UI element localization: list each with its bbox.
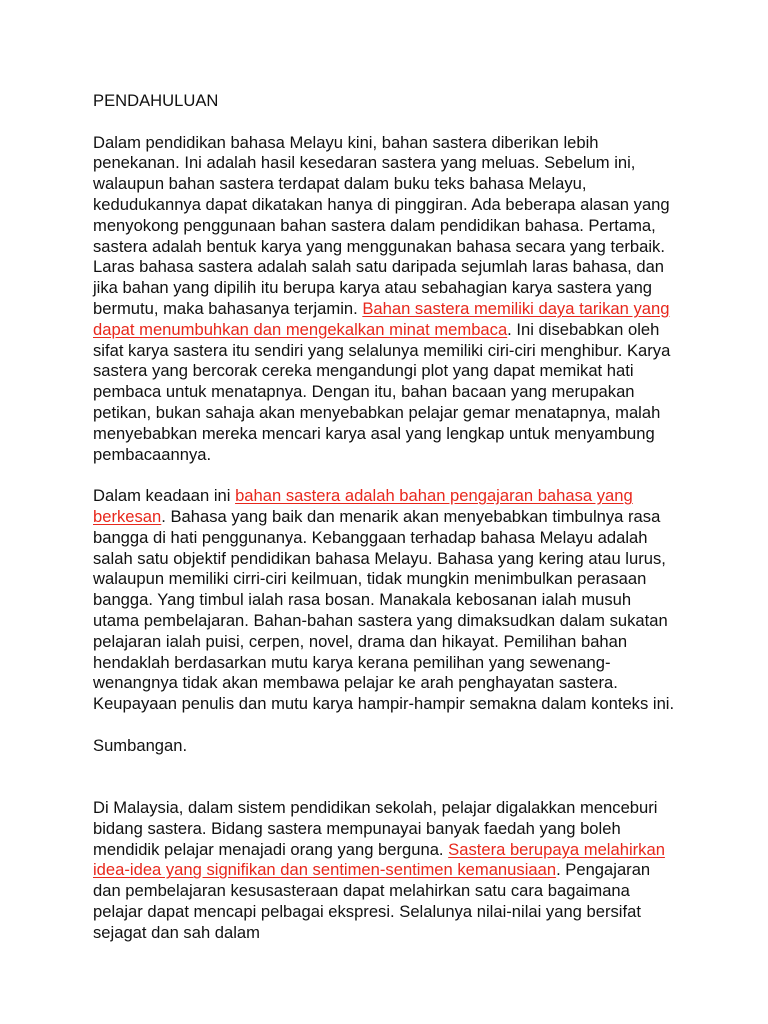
- highlighted-text: Sastera berupaya melahirkan idea-idea yang signifikan dan sentimen-sentimen kemanusiaan: [93, 839, 665, 880]
- paragraph-text: . Pengajaran dan pembelajaran kesusasteraan dapat melahirkan satu cara bagaimana pelajar dapat mencapi pelbagai ekspresi. Selalunya nilai-nilai yang bersifat sejagat dan sah dalam: [93, 860, 651, 942]
- paragraph-text: Dalam pendidikan bahasa Melayu kini, bahan sastera diberikan lebih penekanan. Ini adalah hasil kesedaran sastera yang meluas. Sebelum ini, walaupun bahan sastera terdapat dalam buku teks bahasa Melayu, kedudukannya dapat dikatakan hanya di pinggiran. Ada beberapa alasan yang menyokong penggunaan bahan sastera dalam pendidikan bahasa. Pertama, sastera adalah bentuk karya yang menggunakan bahasa secara yang terbaik. Laras bahasa sastera adalah salah satu daripada sejumlah laras bahasa, dan jika bahan yang dipilih itu berupa karya atau sebahagian karya sastera yang bermutu, maka bahasanya terjamin.: [93, 132, 670, 318]
- highlighted-text: Bahan sastera memiliki daya tarikan yang dapat menumbuhkan dan mengekalkan minat membaca: [93, 298, 670, 339]
- highlighted-text: bahan sastera adalah bahan pengajaran bahasa yang berkesan: [93, 486, 633, 526]
- blank-line: [93, 777, 678, 798]
- document-page: [93, 91, 678, 964]
- section-subheading: Sumbangan.: [93, 735, 188, 755]
- paragraph-text: . Bahasa yang baik dan menarik akan menyebabkan timbulnya rasa bangga di hati penggunanya. Kebanggaan terhadap bahasa Melayu adalah salah satu objektif pendidikan bahasa Melayu. Bahasa yang kering atau lurus, walaupun memiliki cirri-ciri keilmuan, tidak mungkin menimbulkan perasaan bangga. Yang timbul ialah rasa bosan. Manakala kebosanan ialah musuh utama pembelajaran. Bahan-bahan sastera yang dimaksudkan dalam sukatan pelajaran ialah puisi, cerpen, novel, drama dan hikayat. Pemilihan bahan hendaklah berdasarkan mutu karya kerana pemilihan yang sewenang-wenangnya tidak akan membawa pelajar ke arah penghayatan sastera. Keupayaan penulis dan mutu karya hampir-hampir semakna dalam konteks ini.: [93, 506, 675, 714]
- paragraph-contribution: [93, 798, 678, 944]
- paragraph-teaching-material: [93, 486, 678, 715]
- paragraph-introduction: [93, 133, 678, 466]
- paragraph-text: . Ini disebabkan oleh sifat karya sastera itu sendiri yang selalunya memiliki ciri-ciri menghibur. Karya sastera yang bercorak cereka mengandungi plot yang dapat memikat hati pembaca untuk menatapnya. Dengan itu, bahan bacaan yang merupakan petikan, bukan sahaja akan menyebabkan pelajar gemar menatapnya, malah menyebabkan mereka mencari karya asal yang lengkap untuk menyambung pembacaannya.: [93, 319, 671, 464]
- paragraph-text: Di Malaysia, dalam sistem pendidikan sekolah, pelajar digalakkan menceburi bidang sastera. Bidang sastera mempunayai banyak faedah yang boleh mendidik pelajar menajadi orang yang berguna.: [93, 798, 658, 859]
- document-heading: PENDAHULUAN: [93, 91, 219, 110]
- paragraph-text: Dalam keadaan ini: [93, 486, 236, 506]
